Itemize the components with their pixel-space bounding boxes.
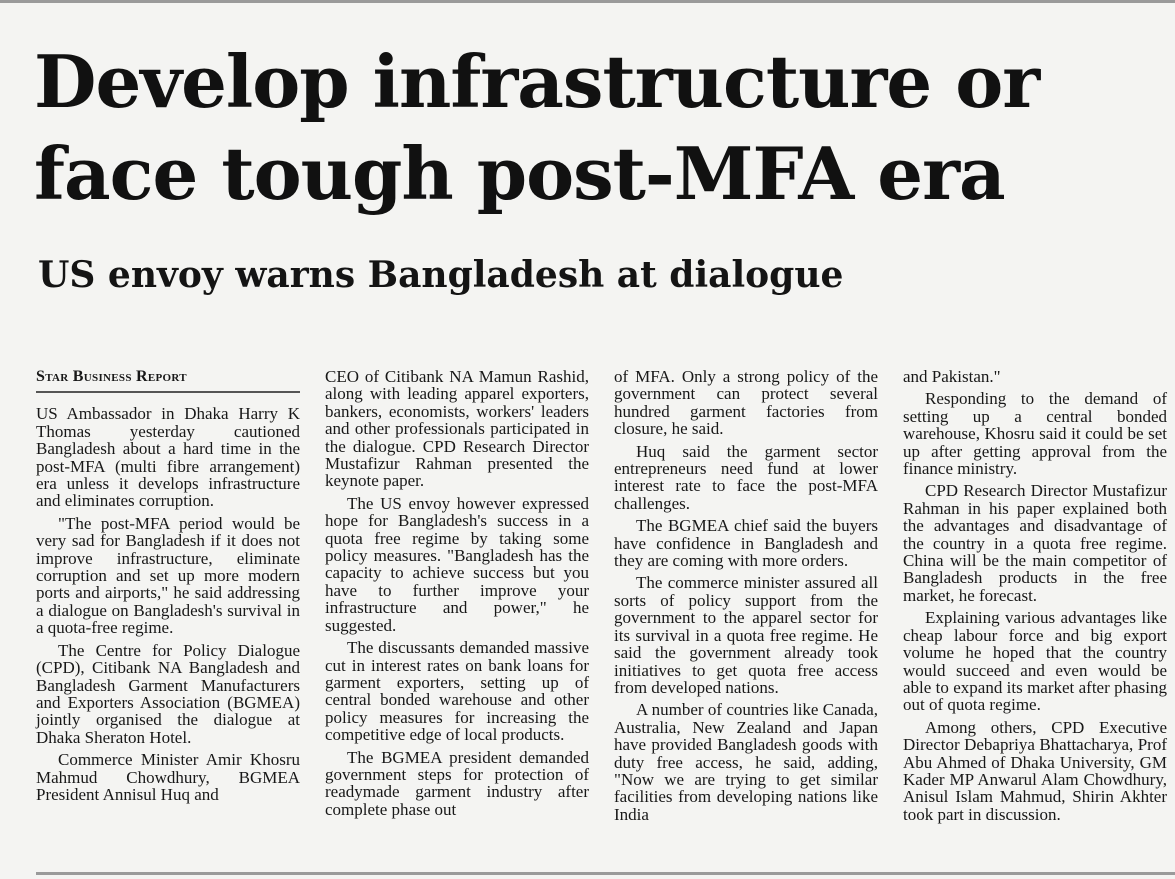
headline <box>34 36 1169 220</box>
article-column-2 <box>325 368 589 823</box>
headline-line-2: face tough post-MFA era <box>34 131 1005 216</box>
paragraph: Responding to the demand of setting up a central bonded warehouse, Khosru said it could be set up after getting approval from the finance ministry. <box>903 389 1167 479</box>
headline-line-1: Develop infrastructure or <box>34 39 1040 124</box>
paragraph: The commerce minister assured all sorts of policy support from the government to the apparel sector for its survival in a quota free regime. He said the government already took initiatives to get quota free access from developed nations. <box>614 573 878 697</box>
bottom-rule <box>36 872 1175 875</box>
paragraph: and Pakistan." <box>903 367 1001 386</box>
top-rule <box>0 0 1175 3</box>
paragraph: Commerce Minister Amir Khosru Mahmud Chowdhury, BGMEA President Annisul Huq and <box>36 750 300 804</box>
paragraph: CEO of Citibank NA Mamun Rashid, along with leading apparel exporters, bankers, economists, workers' leaders and other professionals participated in the dialogue. CPD Research Director Mustafizur Rahman presented the keynote paper. <box>325 367 589 491</box>
paragraph: The discussants demanded massive cut in interest rates on bank loans for garment exporters, setting up of central bonded warehouse and other policy measures for increasing the competitive edge of local products. <box>325 638 589 745</box>
byline: Star Business Report <box>36 368 300 393</box>
article-column-4 <box>903 368 1167 828</box>
paragraph: Among others, CPD Executive Director Debapriya Bhattacharya, Prof Abu Ahmed of Dhaka University, GM Kader MP Anwarul Alam Chowdhury, Anisul Islam Mahmud, Shirin Akhter took part in discussion. <box>903 717 1167 824</box>
paragraph: CPD Research Director Mustafizur Rahman in his paper explained both the advantages and disadvantage of the country in a quota free regime. China will be the main competitor of Bangladesh products in the free market, he forecast. <box>903 481 1167 605</box>
article-column-1 <box>36 368 300 808</box>
subheadline: US envoy warns Bangladesh at dialogue <box>38 254 844 296</box>
paragraph: The BGMEA chief said the buyers have confidence in Bangladesh and they are coming with more orders. <box>614 516 878 571</box>
paragraph: Explaining various advantages like cheap labour force and big export volume he hoped that the country would succeed and even would be able to expand its market after phasing out of quota regime. <box>903 608 1167 715</box>
paragraph: The Centre for Policy Dialogue (CPD), Citibank NA Bangladesh and Bangladesh Garment Manufacturers and Exporters Association (BGMEA) jointly organised the dialogue at Dhaka Sheraton Hotel. <box>36 640 300 747</box>
paragraph: A number of countries like Canada, Australia, New Zealand and Japan have provided Bangladesh goods with duty free access, he said, adding, "Now we are trying to get similar facilities from developing nations like India <box>614 700 878 824</box>
paragraph: The BGMEA president demanded government steps for protection of readymade garment industry after complete phase out <box>325 747 589 819</box>
article-column-3 <box>614 368 878 828</box>
paragraph: Huq said the garment sector entrepreneurs need fund at lower interest rate to face the post-MFA challenges. <box>614 441 878 513</box>
paragraph: The US envoy however expressed hope for Bangladesh's success in a quota free regime by taking some policy measures. "Bangladesh has the capacity to achieve success but you have to further improve your infrastructure and power," he suggested. <box>325 493 589 635</box>
paragraph: "The post-MFA period would be very sad for Bangladesh if it does not improve infrastructure, eliminate corruption and set up more modern ports and airports," he said addressing a dialogue on Bangladesh's survival in a quota-free regime. <box>36 513 300 638</box>
paragraph: US Ambassador in Dhaka Harry K Thomas yesterday cautioned Bangladesh about a hard time in the post-MFA (multi fibre arrangement) era unless it develops infrastructure and eliminates corruption. <box>36 404 300 511</box>
paragraph: of MFA. Only a strong policy of the government can protect several hundred garment factories from closure, he said. <box>614 367 878 439</box>
